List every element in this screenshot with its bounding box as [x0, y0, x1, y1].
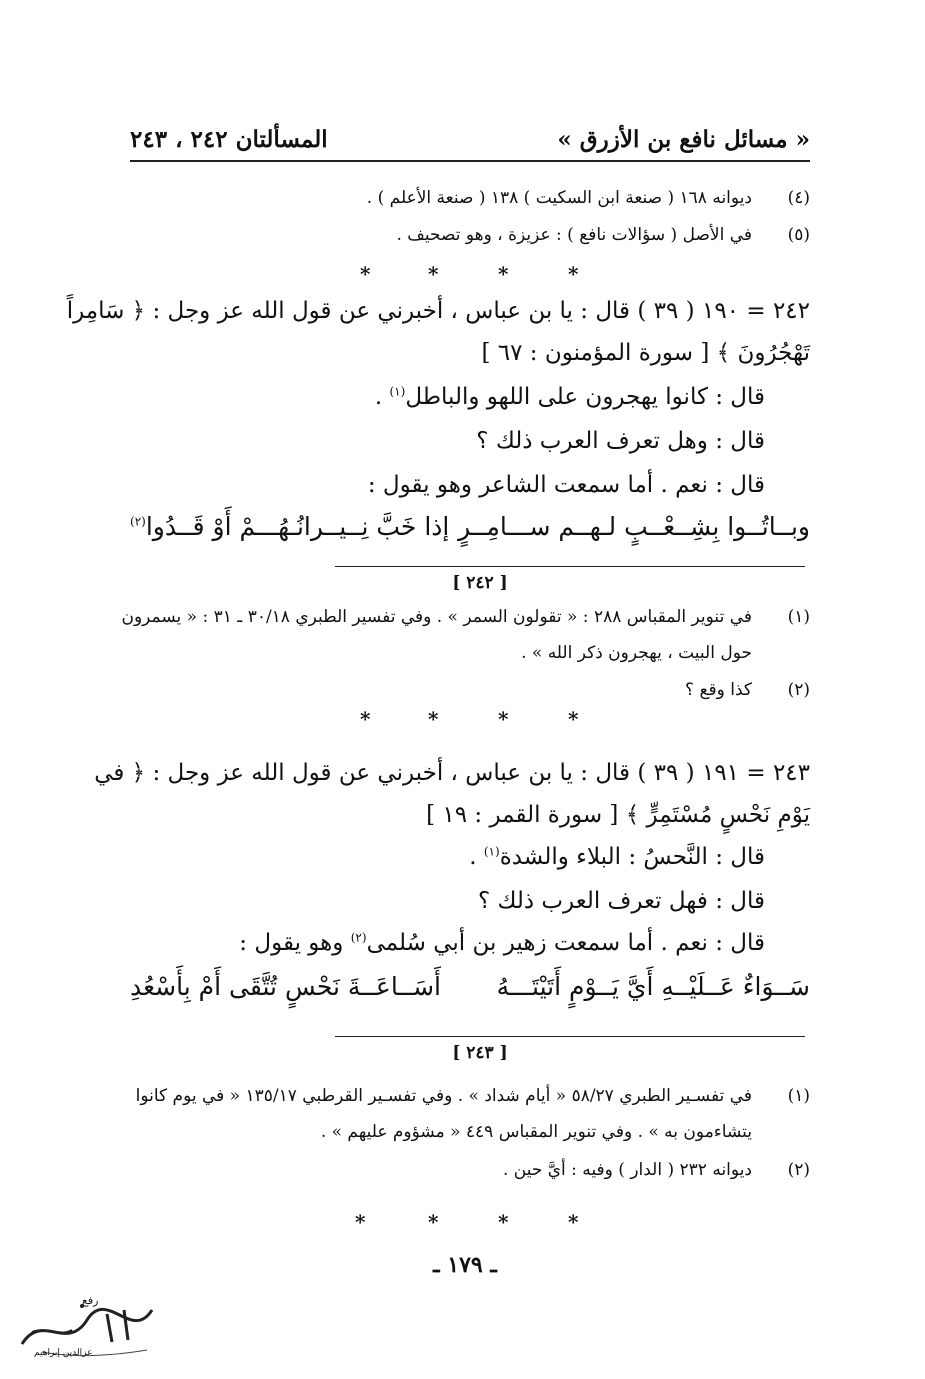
- footnote-number: (٢): [787, 1160, 810, 1180]
- yes-243: [239, 930, 765, 956]
- footnote-text: ديوانه ١٦٨ ( صنعة ابن السكيت ) ١٣٨ ( صنعة الأعلم ) .: [366, 188, 752, 208]
- footnote-number: (٢): [787, 680, 810, 700]
- star: *: [360, 262, 371, 286]
- star: *: [428, 262, 439, 286]
- question-ref-label: [ ٢٤٣ ]: [452, 1043, 508, 1063]
- star: *: [428, 1210, 439, 1234]
- footnote-243-1: [120, 1086, 810, 1146]
- footnote-number: (١): [787, 607, 810, 627]
- star: *: [498, 707, 509, 731]
- footnote-line: ديوانه ٢٣٢ ( الدار ) وفيه : أيَّ حين .: [502, 1160, 752, 1180]
- footnote-ref: (١): [389, 384, 406, 399]
- header-rule: [130, 160, 810, 162]
- footnote-242-2: [120, 680, 810, 704]
- section-divider-stars: [0, 1210, 925, 1236]
- footnote-number: (٥): [787, 225, 810, 245]
- footnote-line: في تفسـير الطبري ٥٨/٢٧ « أيام شداد » . وفي تفسـير القرطبي ١٣٥/١٧ « في يوم كانوا: [135, 1086, 752, 1106]
- question-242-line1: ٢٤٢ = ١٩٠ ( ٣٩ ) قال : يا بن عباس ، أخبرني عن قول الله عز وجل : ﴿ سَامِراً: [66, 298, 810, 324]
- star: *: [360, 707, 371, 731]
- question-242-line2: تَهْجُرُونَ ﴾ [ سورة المؤمنون : ٦٧ ]: [481, 340, 810, 366]
- verse-text: إذا خَبَّ نِــيــرانُـهُـــمْ أَوْ قَــدُوا: [145, 512, 450, 541]
- footnote-4: [130, 188, 810, 212]
- verse-rule: [335, 1036, 805, 1037]
- verse-242-second-hemistich: [130, 512, 449, 541]
- yes-242: قال : نعم . أما سمعت الشاعر وهو يقول :: [367, 472, 765, 498]
- answer-243: [469, 844, 765, 870]
- ask-243: قال : فهل تعرف العرب ذلك ؟: [477, 888, 765, 914]
- footnote-line: حول البيت ، يهجرون ذكر الله » .: [521, 643, 752, 663]
- footnote-243-2: [120, 1160, 810, 1184]
- verse-242-first-hemistich: وبــاتُــوا بِشِــعْــبٍ لـهــم ســـامِــرٍ: [458, 512, 810, 541]
- answer-242: [375, 384, 765, 410]
- footnote-line: يتشاءمون به » . وفي تنوير المقباس ٤٤٩ « مشؤوم عليهم » .: [320, 1122, 752, 1142]
- footnote-ref: (٢): [350, 930, 367, 945]
- footnote-text: في الأصل ( سؤالات نافع ) : عزيزة ، وهو تصحيف .: [396, 225, 752, 245]
- running-title: « مسائل نافع بن الأزرق »: [557, 126, 810, 153]
- footnote-5: [130, 225, 810, 249]
- star: *: [568, 1210, 579, 1234]
- question-243-line1: ٢٤٣ = ١٩١ ( ٣٩ ) قال : يا بن عباس ، أخبرني عن قول الله عز وجل : ﴿ في: [94, 760, 810, 786]
- question-ref-label: [ ٢٤٢ ]: [452, 573, 508, 593]
- question-numbers-title: المسألتان ٢٤٢ ، ٢٤٣: [130, 126, 328, 153]
- star: *: [568, 262, 579, 286]
- question-243-line2: يَوْمِ نَحْسٍ مُسْتَمِرٍّ ﴾ [ سورة القمر : ١٩ ]: [426, 802, 810, 828]
- ask-242: قال : وهل تعرف العرب ذلك ؟: [476, 428, 765, 454]
- star: *: [428, 707, 439, 731]
- section-divider-stars: [0, 707, 925, 733]
- verse-243-first-hemistich: سَــوَاءٌ عَــلَيْــهِ أَيَّ يَــوْمٍ أَتَيْتَـــهُ: [496, 972, 810, 1001]
- footnote-line: في تنوير المقباس ٢٨٨ : « تقولون السمر » . وفي تفسير الطبري ٣٠/١٨ ـ ٣١ : « يسمرون: [121, 607, 752, 627]
- answer-end: .: [469, 844, 484, 870]
- answer-end: .: [374, 384, 390, 410]
- footnote-number: (٤): [787, 188, 810, 208]
- answer-text: قال : النَّحسُ : البلاء والشدة: [499, 844, 765, 870]
- footnote-number: (١): [787, 1086, 810, 1106]
- star: *: [498, 1210, 509, 1234]
- footnote-242-1: [120, 607, 810, 667]
- star: *: [568, 707, 579, 731]
- publisher-logo: [12, 1292, 162, 1364]
- section-divider-stars: [0, 262, 925, 288]
- yes-text-end: وهو يقول :: [239, 930, 351, 956]
- logo-caption: عزالدين إبراهيم: [34, 1348, 93, 1358]
- star: *: [498, 262, 509, 286]
- verse-rule: [335, 566, 805, 567]
- star: *: [355, 1210, 366, 1234]
- verse-243-second-hemistich: أَسَــاعَــةَ نَحْسٍ تُتَّقَى أَمْ بِأَسْعُدِ: [130, 972, 441, 1001]
- logo-sub-text: رفع: [82, 1294, 99, 1307]
- page-number: ـ ١٧٩ ـ: [433, 1252, 497, 1278]
- yes-text: قال : نعم . أما سمعت زهير بن أبي سُلمى: [366, 930, 765, 956]
- footnote-ref: (٢): [130, 514, 146, 529]
- footnote-line: كذا وقع ؟: [685, 680, 752, 700]
- footnote-ref: (١): [483, 844, 500, 859]
- answer-text: قال : كانوا يهجرون على اللهو والباطل: [405, 384, 765, 410]
